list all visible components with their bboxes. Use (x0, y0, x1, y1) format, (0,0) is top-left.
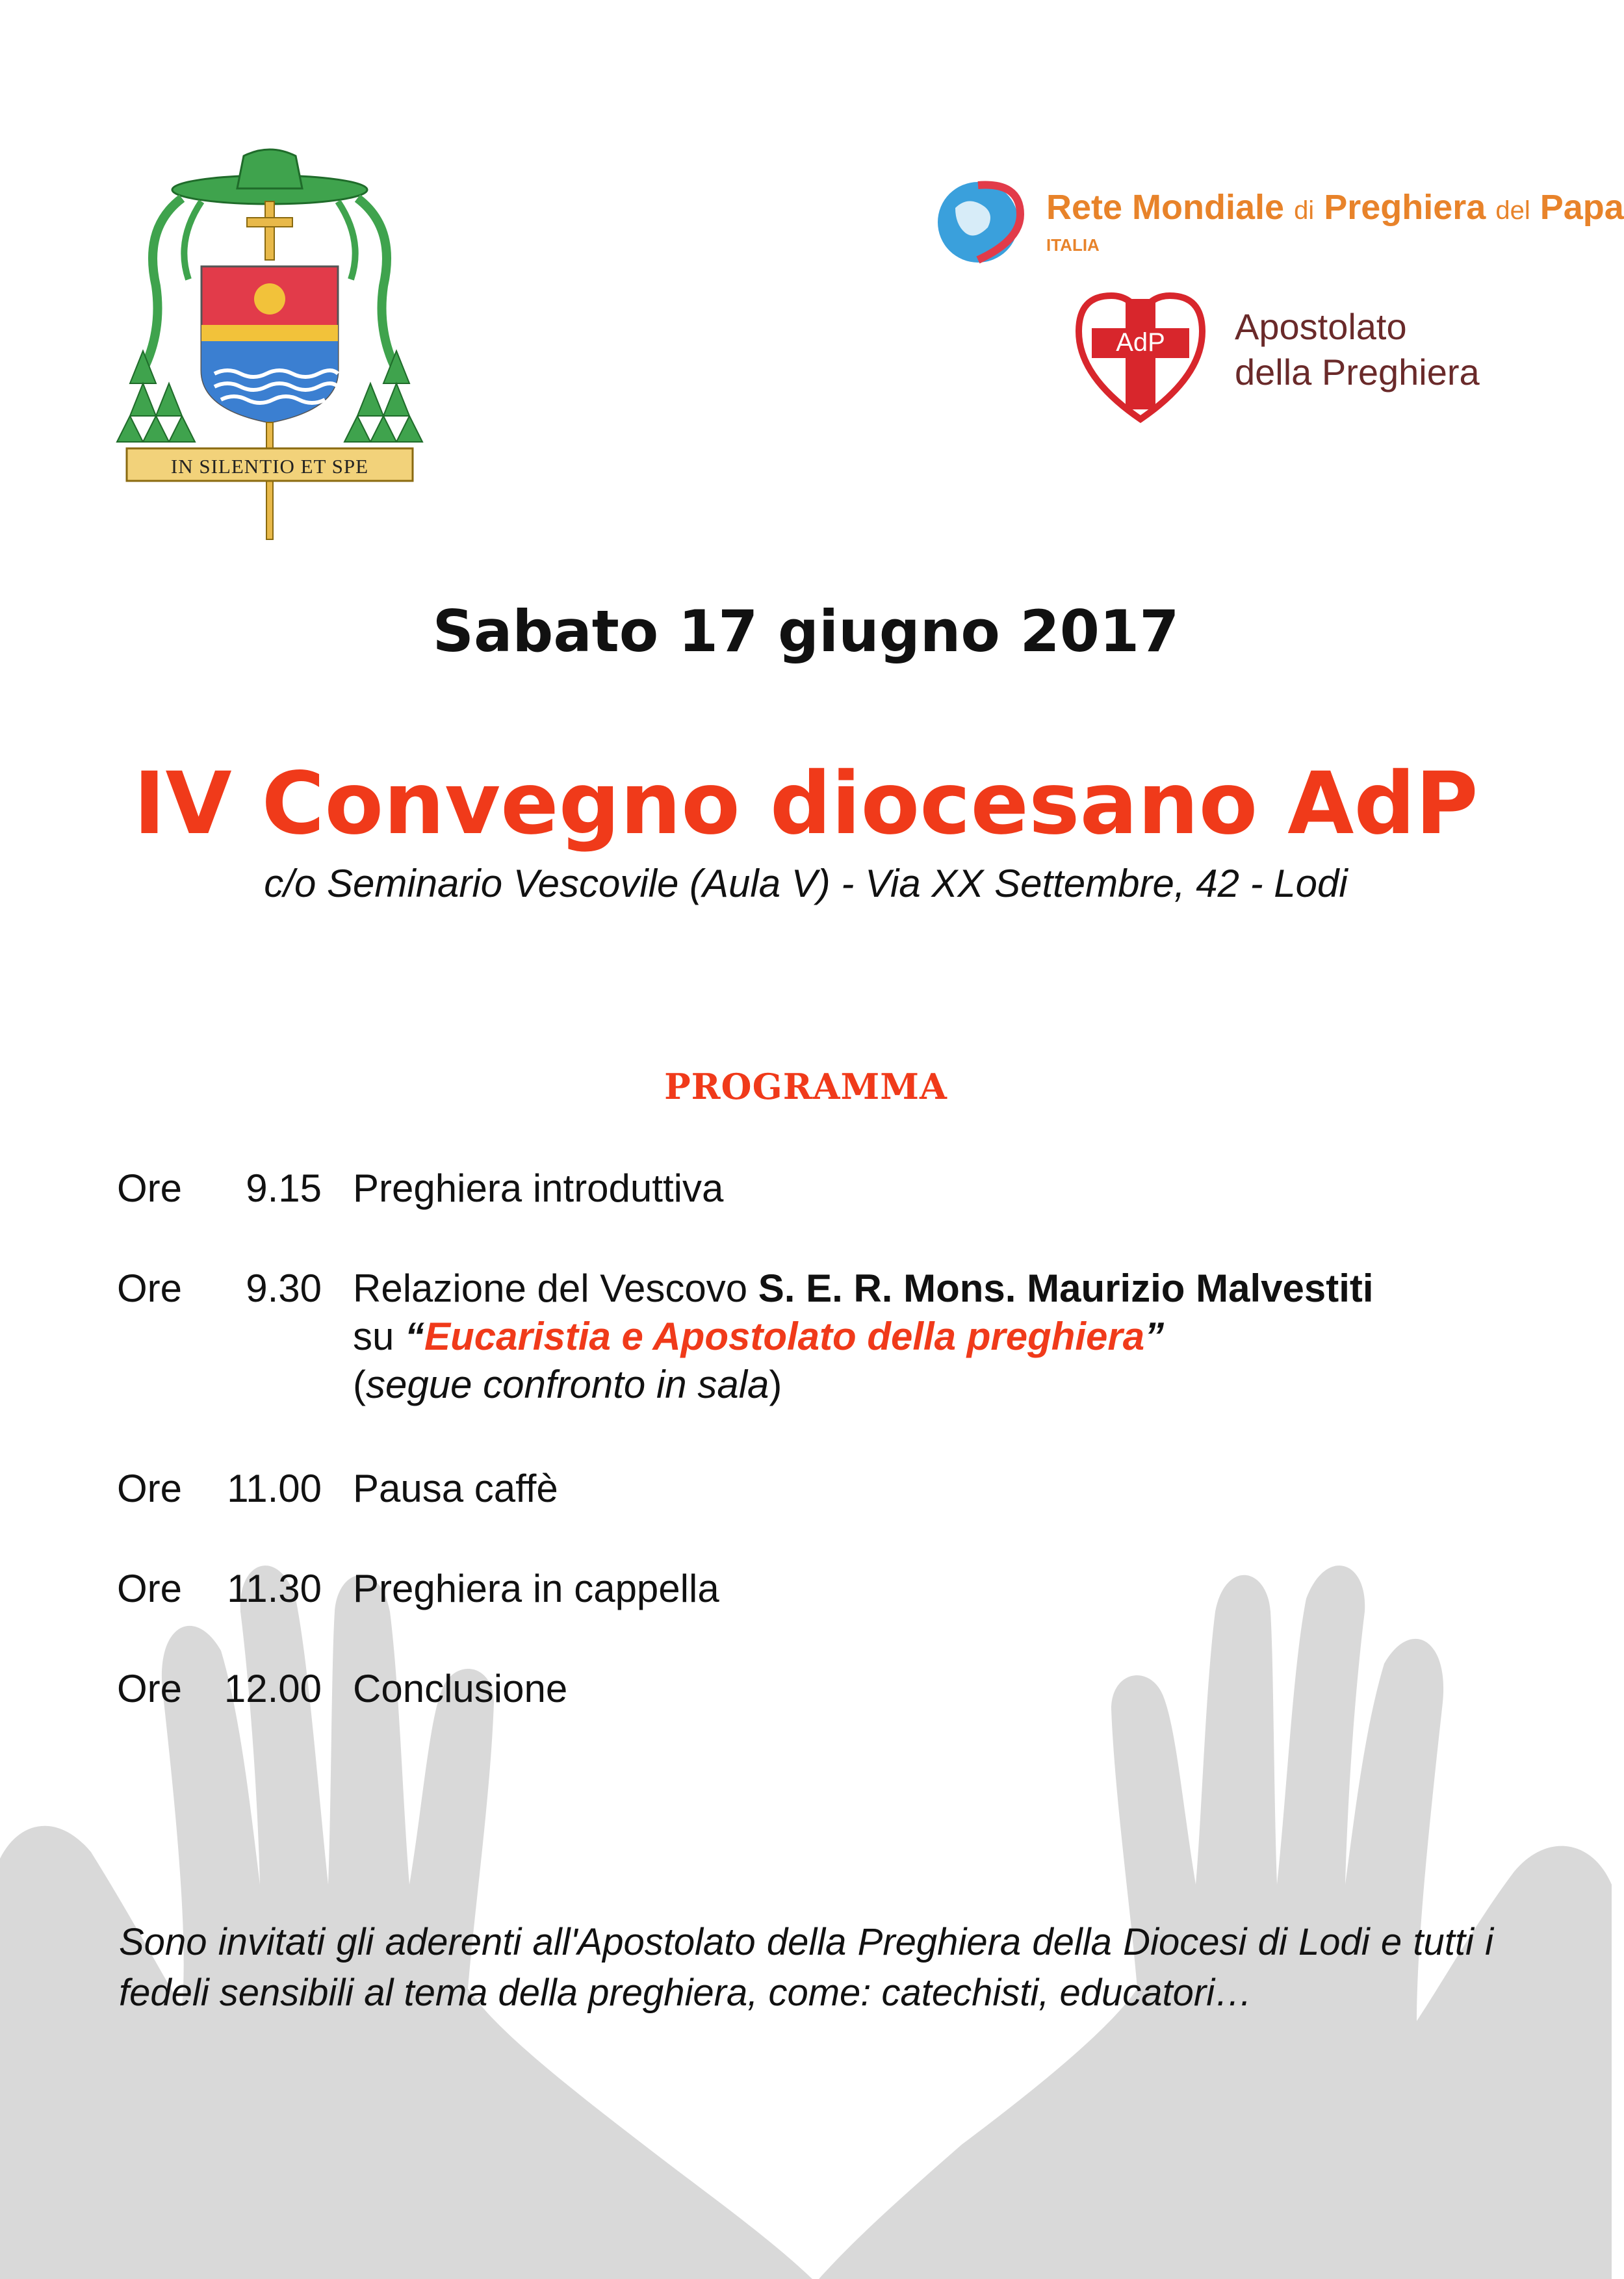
ore-label: Ore (117, 1267, 183, 1310)
rete-mondiale-logo (929, 175, 1624, 266)
event-title: IV Convegno diocesano AdP (133, 754, 1478, 854)
program-time: 11.00 (227, 1467, 322, 1510)
program-description: Preghiera in cappella (353, 1567, 719, 1610)
program-description (353, 1265, 1510, 1409)
speaker-name: S. E. R. Mons. Maurizio Malvestiti (758, 1267, 1374, 1310)
rete-mondiale-subtitle: ITALIA (1046, 235, 1100, 255)
su-word: su (353, 1315, 406, 1358)
program-description: Preghiera introduttiva (353, 1166, 724, 1210)
bishop-coat-of-arms (117, 136, 422, 546)
apostolato-logo (1066, 279, 1521, 429)
globe-heart-icon (929, 175, 1033, 266)
talk-note: segue confronto in sala (365, 1363, 769, 1406)
adp-heart-cross-icon (1066, 279, 1215, 429)
program-description: Conclusione (353, 1667, 568, 1710)
apostolato-line1: Apostolato (1235, 306, 1407, 347)
talk-topic: Eucaristia e Apostolato della preghiera (424, 1315, 1145, 1358)
program-description: Pausa caffè (353, 1467, 558, 1510)
event-date: Sabato 17 giugno 2017 (432, 598, 1179, 665)
closing-invitation: Sono invitati gli aderenti all'Apostolato della Preghiera della Diocesi di Lodi e tutti i fedeli sensibili al tema della preghiera, come: catechisti, educatori… (119, 1921, 1493, 2014)
program-time: 9.15 (246, 1166, 322, 1210)
program-time: 9.30 (246, 1267, 322, 1310)
ore-label: Ore (117, 1667, 183, 1710)
ore-label: Ore (117, 1567, 183, 1610)
talk-prefix: Relazione del Vescovo (353, 1267, 758, 1310)
ore-label: Ore (117, 1166, 183, 1210)
program-time: 12.00 (224, 1667, 322, 1710)
rete-mondiale-name: Rete Mondiale di Preghiera del Papa (1046, 188, 1624, 227)
coat-of-arms-icon (117, 136, 422, 546)
apostolato-line2: della Preghiera (1235, 352, 1480, 393)
paren-open: ( (353, 1363, 366, 1406)
program-time: 11.30 (227, 1567, 322, 1610)
ore-label: Ore (117, 1467, 183, 1510)
program-heading: PROGRAMMA (664, 1066, 947, 1107)
adp-badge-text: AdP (1116, 328, 1165, 357)
event-venue: c/o Seminario Vescovile (Aula V) - Via XX Settembre, 42 - Lodi (264, 862, 1348, 905)
quote-close: ” (1144, 1315, 1165, 1358)
paren-close: ) (769, 1363, 782, 1406)
coat-of-arms-motto: IN SILENTIO ET SPE (170, 455, 369, 478)
quote-open: “ (405, 1315, 425, 1358)
